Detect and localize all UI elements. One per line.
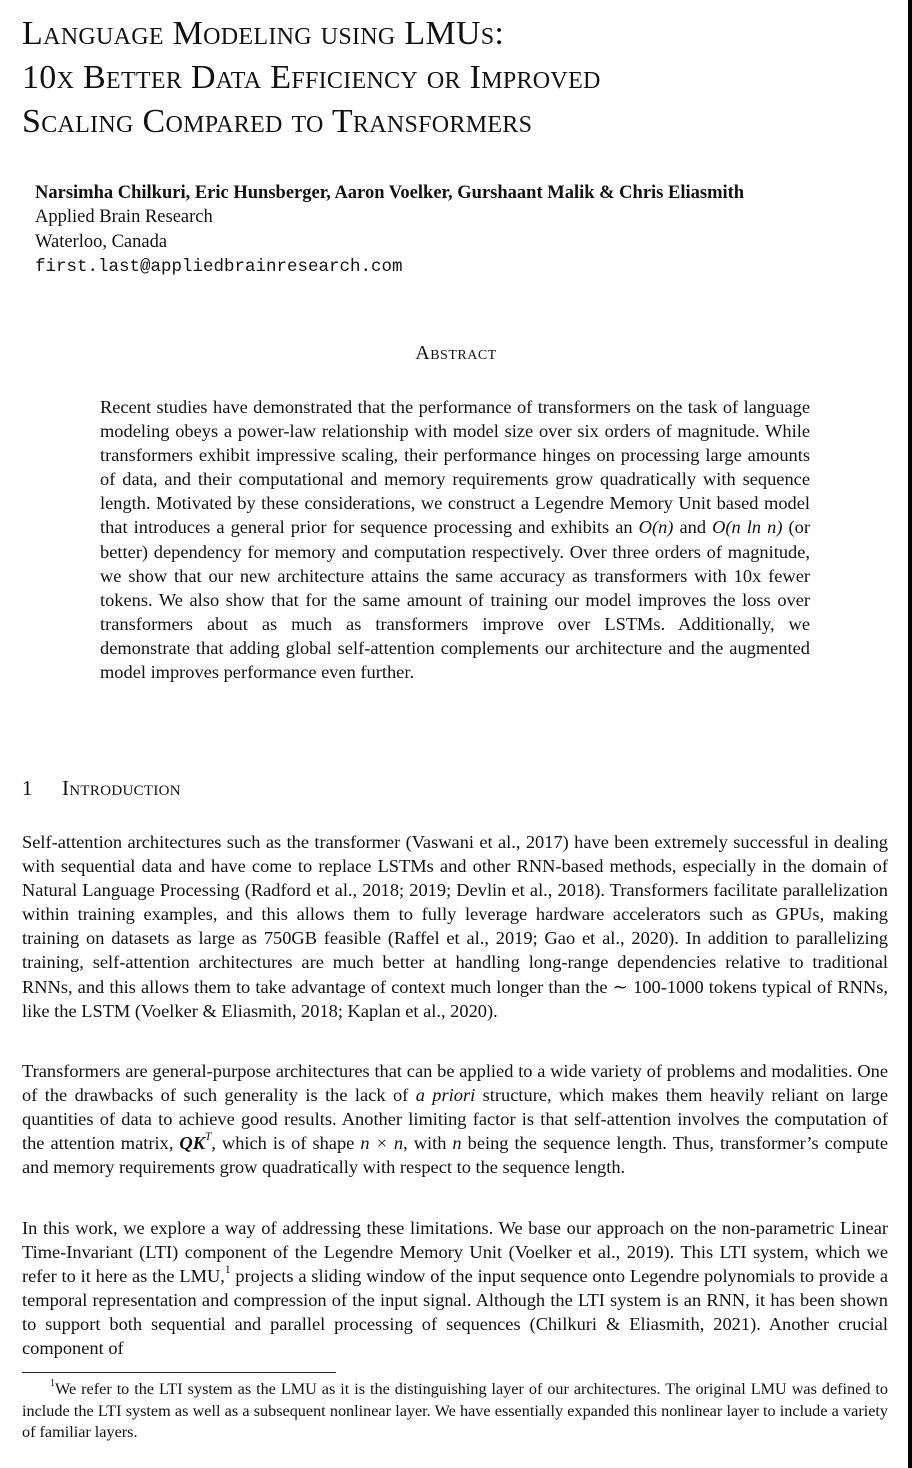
a-priori-italic: a priori bbox=[415, 1085, 476, 1106]
affiliation: Applied Brain Research bbox=[35, 207, 213, 227]
math-o-n: O(n) bbox=[638, 517, 674, 538]
math-o-n-ln-n: O(n ln n) bbox=[712, 517, 783, 538]
abstract-body bbox=[100, 395, 810, 684]
footnote-mark: 1 bbox=[50, 1378, 56, 1390]
author-list: Narsimha Chilkuri, Eric Hunsberger, Aaron Voelker, Gurshaant Malik & Chris Eliasmith bbox=[35, 183, 745, 203]
para2-text-d: , with bbox=[403, 1133, 453, 1154]
title-line-1: Language Modeling using LMUs: bbox=[22, 15, 505, 52]
para2-text-a: Transformers are general-purpose architectures that can be applied to a wide variety of problems and modalities. One of the drawbacks of such generality is the lack of bbox=[22, 1061, 888, 1106]
paper-title bbox=[22, 12, 902, 144]
math-n: n bbox=[452, 1133, 462, 1154]
math-n-by-n: n × n bbox=[360, 1133, 404, 1154]
para2-text-e: being the sequence length. Thus, transformer’s compute and memory requirements grow quadratically with respect to the sequence length. bbox=[22, 1133, 888, 1178]
location: Waterloo, Canada bbox=[35, 232, 168, 252]
footnote-1 bbox=[22, 1379, 888, 1444]
title-line-2: 10x Better Data Efficiency or Improved bbox=[22, 59, 601, 96]
math-transpose: T bbox=[204, 1131, 212, 1144]
page-edge-bar bbox=[908, 0, 912, 1468]
footnote-ref[interactable]: 1 bbox=[224, 1264, 231, 1277]
intro-paragraph-3 bbox=[22, 1216, 888, 1361]
intro-paragraph-1: Self-attention architectures such as the transformer (Vaswani et al., 2017) have been extremely successful in dealing with sequential data and have come to replace LSTMs and other RNN-based methods, especially in the domain of Natural Language Processing (Radford et al., 2018; 2019; Devlin et al., 2018). Transformers facilitate parallelization within training examples, and this allows them to fully leverage hardware accelerators such as GPUs, making training on datasets as large as 750GB feasible (Raffel et al., 2019; Gao et al., 2020). In addition to parallelizing training, self-attention architectures are much better at handling long-range dependencies relative to traditional RNNs, and this allows them to take advantage of context much longer than the ∼ 100-1000 tokens typical of RNNs, like the LSTM (Voelker & Eliasmith, 2018; Kaplan et al., 2020). bbox=[22, 832, 888, 1021]
section-number: 1 bbox=[22, 776, 33, 800]
contact-email: first.last@appliedbrainresearch.com bbox=[35, 257, 403, 277]
para2-text-c: , which is of shape bbox=[211, 1133, 361, 1154]
title-line-3: Scaling Compared to Transformers bbox=[22, 103, 533, 140]
abstract-text-2: and bbox=[673, 517, 713, 538]
footnote-divider bbox=[22, 1372, 336, 1373]
math-qk: QK bbox=[179, 1133, 205, 1154]
para3-text-b: projects a sliding window of the input sequence onto Legendre polynomials to provide a temporal representation and compression of the input signal. Although the LTI system is an RNN, it has been shown to support both sequential and parallel processing of sequences (Chilkuri & Eliasmith, 2021). Another crucial component of bbox=[22, 1266, 888, 1359]
intro-paragraph-2 bbox=[22, 1059, 888, 1179]
section-title: Introduction bbox=[62, 776, 181, 800]
abstract-text-1: Recent studies have demonstrated that the performance of transformers on the task of language modeling obeys a power-law relationship with model size over six orders of magnitude. While transformers exhibit impressive scaling, their performance hinges on processing large amounts of data, and their computational and memory requirements grow quadratically with sequence length. Motivated by these considerations, we construct a Legendre Memory Unit based model that introduces a general prior for sequence processing and exhibits an bbox=[100, 397, 810, 538]
para3-text-a: In this work, we explore a way of addressing these limitations. We base our approach on the non-parametric Linear Time-Invariant (LTI) component of the Legendre Memory Unit (Voelker et al., 2019). This LTI system, which we refer to it here as the LMU, bbox=[22, 1218, 888, 1287]
para2-text-b: structure, which makes them heavily reliant on large quantities of data to achieve good results. Another limiting factor is that self-attention involves the computation of the attention matrix, bbox=[22, 1085, 889, 1154]
section-heading-introduction bbox=[22, 776, 181, 801]
abstract-heading: Abstract bbox=[415, 342, 497, 364]
footnote-text: We refer to the LTI system as the LMU as it is the distinguishing layer of our architectures. The original LMU was defined to include the LTI system as well as a subsequent nonlinear layer. We have essentially expanded this nonlinear layer to include a variety of familiar layers. bbox=[22, 1380, 888, 1441]
abstract-text-3: (or better) dependency for memory and computation respectively. Over three orders of magnitude, we show that our new architecture attains the same accuracy as transformers with 10x fewer tokens. We also show that for the same amount of training our model improves the loss over transformers about as much as transformers improve over LSTMs. Additionally, we demonstrate that adding global self-attention complements our architecture and the augmented model improves performance even further. bbox=[100, 517, 811, 683]
